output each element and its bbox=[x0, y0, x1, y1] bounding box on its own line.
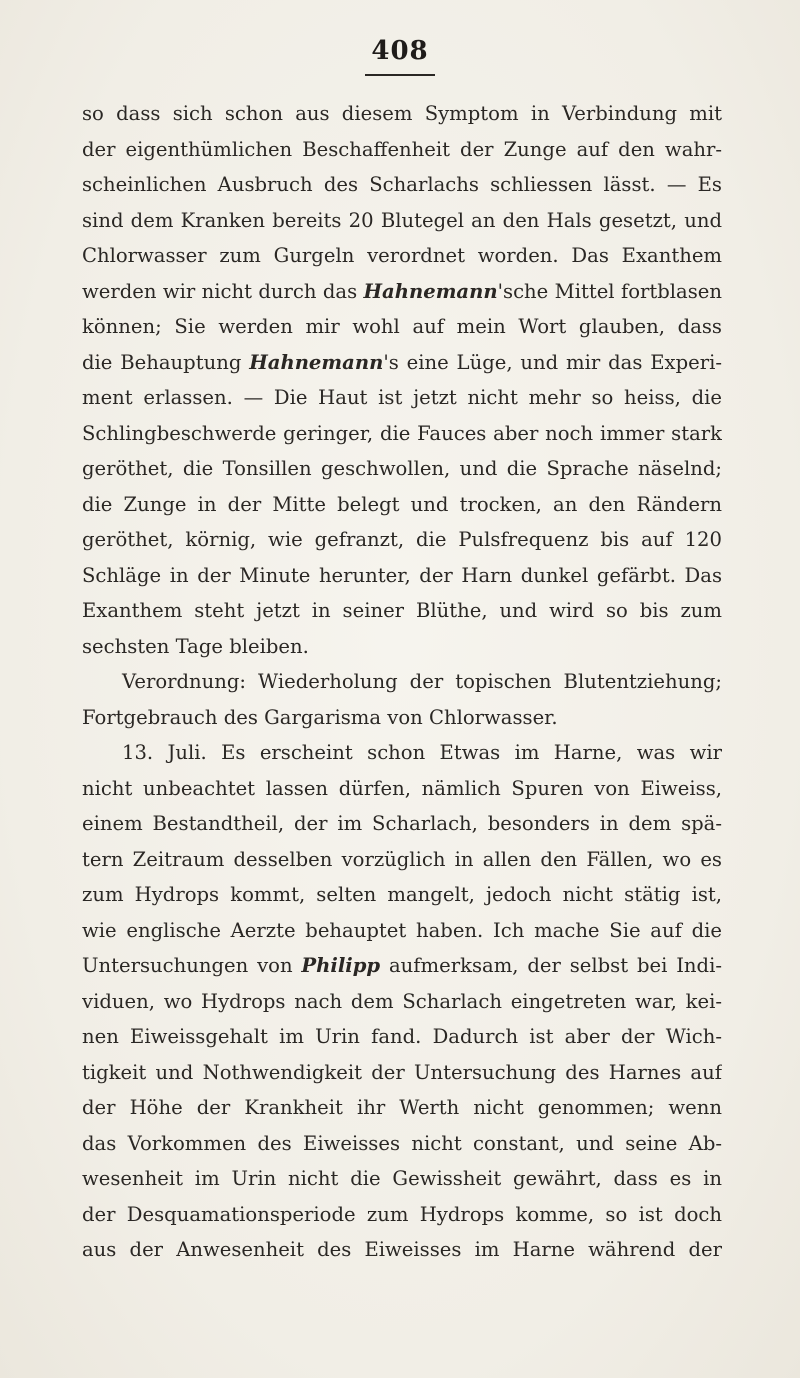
text-line: so dass sich schon aus diesem Symptom in Verbindung mit bbox=[82, 102, 722, 125]
text-line: Exanthem steht jetzt in seiner Blüthe, und wird so bis zum bbox=[82, 599, 722, 622]
text-line: Chlorwasser zum Gurgeln verordnet worden. Das Exanthem bbox=[82, 244, 722, 267]
text-line: nen Eiweissgehalt im Urin fand. Dadurch ist aber der Wich- bbox=[82, 1025, 722, 1048]
person-name: Hahnemann bbox=[363, 279, 498, 303]
text-line: der Höhe der Krankheit ihr Werth nicht genommen; wenn bbox=[82, 1096, 722, 1119]
text-line: ment erlassen. — Die Haut ist jetzt nicht mehr so heiss, die bbox=[82, 386, 722, 409]
text-line bbox=[82, 274, 722, 310]
text-line: das Vorkommen des Eiweisses nicht constant, und seine Ab- bbox=[82, 1131, 722, 1155]
text-line bbox=[82, 948, 722, 984]
text-line: Schlingbeschwerde geringer, die Fauces aber noch immer stark bbox=[82, 421, 722, 445]
text-segment: Untersuchungen von bbox=[82, 954, 302, 977]
text-line: 13. Juli. Es erscheint schon Etwas im Harne, was wir bbox=[122, 741, 722, 764]
person-name: Hahnemann bbox=[249, 350, 384, 374]
text-line: zum Hydrops kommt, selten mangelt, jedoch nicht stätig ist, bbox=[82, 883, 722, 906]
text-line: einem Bestandtheil, der im Scharlach, besonders in dem spä- bbox=[82, 812, 722, 835]
page-number: 408 bbox=[371, 36, 429, 66]
text-line: wie englische Aerzte behauptet haben. Ich mache Sie auf die bbox=[82, 918, 722, 942]
text-line: der Desquamationsperiode zum Hydrops komme, so ist doch bbox=[82, 1202, 722, 1226]
text-line: Verordnung: Wiederholung der topischen Blutentziehung; bbox=[122, 670, 722, 693]
text-segment: aufmerksam, der selbst bei Indi- bbox=[380, 954, 722, 977]
text-line: sechsten Tage bleiben. bbox=[82, 634, 309, 658]
text-line: können; Sie werden mir wohl auf mein Wort glauben, dass bbox=[82, 315, 722, 338]
text-line: sind dem Kranken bereits 20 Blutegel an den Hals gesetzt, und bbox=[82, 208, 722, 232]
text-line: tigkeit und Nothwendigkeit der Untersuchung des Harnes auf bbox=[82, 1060, 722, 1084]
text-line: die Zunge in der Mitte belegt und trocken, an den Rändern bbox=[82, 492, 722, 516]
text-line: tern Zeitraum desselben vorzüglich in allen den Fällen, wo es bbox=[82, 847, 722, 871]
text-line: Schläge in der Minute herunter, der Harn dunkel gefärbt. Das bbox=[82, 563, 722, 587]
text-line: viduen, wo Hydrops nach dem Scharlach eingetreten war, kei- bbox=[82, 989, 722, 1013]
text-line: geröthet, die Tonsillen geschwollen, und die Sprache näselnd; bbox=[82, 457, 722, 480]
text-line: scheinlichen Ausbruch des Scharlachs schliessen lässt. — Es bbox=[82, 173, 722, 196]
text-segment: 'sche Mittel fortblasen bbox=[497, 279, 722, 303]
text-line: wesenheit im Urin nicht die Gewissheit gewährt, dass es in bbox=[82, 1167, 722, 1190]
text-segment: 's eine Lüge, und mir das Experi- bbox=[383, 350, 722, 374]
text-line bbox=[82, 345, 722, 381]
text-line: nicht unbeachtet lassen dürfen, nämlich Spuren von Eiweiss, bbox=[82, 776, 722, 800]
text-line: aus der Anwesenheit des Eiweisses im Harne während der bbox=[82, 1238, 722, 1261]
text-line: Fortgebrauch des Gargarisma von Chlorwasser. bbox=[82, 705, 558, 729]
text-segment: die Behauptung bbox=[82, 350, 250, 374]
text-line: der eigenthümlichen Beschaffenheit der Zunge auf den wahr- bbox=[82, 137, 722, 161]
body-text bbox=[82, 96, 722, 1268]
person-name: Philipp bbox=[301, 954, 381, 977]
page-number-rule bbox=[365, 74, 435, 76]
text-segment: werden wir nicht durch das bbox=[82, 279, 364, 303]
text-line: geröthet, körnig, wie gefranzt, die Pulsfrequenz bis auf 120 bbox=[82, 528, 722, 551]
